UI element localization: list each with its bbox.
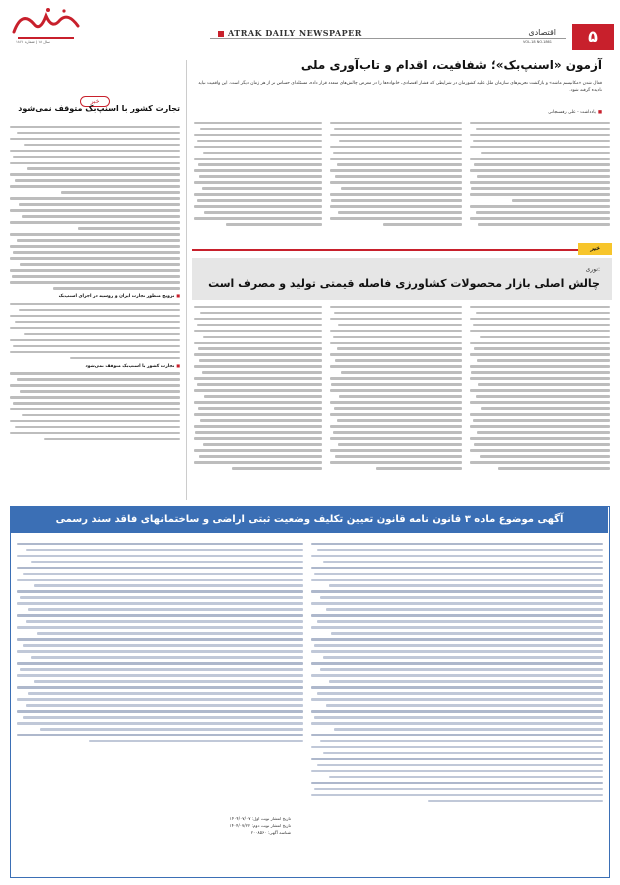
section-name: اقتصادی — [528, 28, 556, 37]
page-number: ۵ — [572, 24, 614, 50]
column-separator — [186, 60, 187, 500]
side-news-title: تجارت کشور با اسنپ‌بک متوقف نمی‌شود — [18, 104, 180, 113]
legal-notice-box — [10, 506, 610, 878]
side-subhead-2: ■ تجارت کشور با اسنپ‌بک متوقف نمی‌شود — [10, 363, 180, 369]
lead-headline: آزمون «اسنپ‌بک»؛ شفافیت، اقدام و تاب‌آوری ملی — [300, 58, 602, 72]
lead-paragraph: فعال شدن «مکانیسم ماشه» و بازگشت تحریم‌های سازمان ملل علیه کشورمان در شرایطی که فشار اقتصادی، خانواده‌ها را در معرض چالش‌های متعدد قرار داده، مسئله‌ای حساس تر از هر زمان دیگر است. این واقعیت نباید نادیده گرفته شود. — [198, 81, 602, 93]
header-rule — [210, 38, 566, 39]
volume-line: VOL.18 NO.1861 — [523, 40, 552, 44]
notice-column-left — [17, 539, 303, 809]
side-news-label: خبر — [80, 96, 111, 107]
notice-signature — [171, 815, 291, 836]
issue-line: سال ۱۸ | شماره ۱۸۶۱ — [16, 40, 50, 44]
news-section-rule — [192, 249, 578, 251]
news-section-label: خبر — [578, 243, 612, 255]
news-section-tab — [192, 243, 612, 255]
second-article-column-1 — [470, 302, 610, 498]
lead-article-column-3 — [194, 118, 322, 240]
publication-date-first: تاریخ انتشار نوبت اول: ۱۴۰۴/۰۷/۰۷ — [229, 816, 291, 821]
page-header — [0, 0, 620, 50]
notice-column-right — [311, 539, 603, 873]
second-article-column-3 — [194, 302, 322, 498]
side-subhead-1: ■ ترویج منظور تجارت ایران و روسیه در اجرای اسنپ‌بک — [10, 293, 180, 299]
second-headline: چالش اصلی بازار محصولات کشاورزی فاصله قیمتی تولید و مصرف است — [208, 277, 600, 290]
side-news-column — [10, 58, 180, 504]
lead-byline: ■ یادداشت - علی رفسنجانی — [192, 110, 602, 115]
publication-date-second: تاریخ انتشار نوبت دوم: ۱۴۰۴/۰۷/۲۲ — [229, 823, 291, 828]
newspaper-tagline: ATRAK DAILY NEWSPAPER — [218, 28, 362, 38]
side-news-body — [10, 122, 180, 502]
lead-article-column-1 — [470, 118, 610, 240]
second-article-column-2 — [330, 302, 462, 498]
legal-notice-title: آگهی موضوع ماده ۳ قانون نامه قانون تعیین تکلیف وضعیت ثبتی اراضی و ساختمانهای فاقد سند رسمی — [11, 507, 608, 533]
notice-id: شناسه آگهی: ۲۰۰۸۵۶۰ — [250, 830, 291, 835]
lead-article-column-2 — [330, 118, 462, 240]
second-kicker: نوری: — [585, 266, 600, 273]
